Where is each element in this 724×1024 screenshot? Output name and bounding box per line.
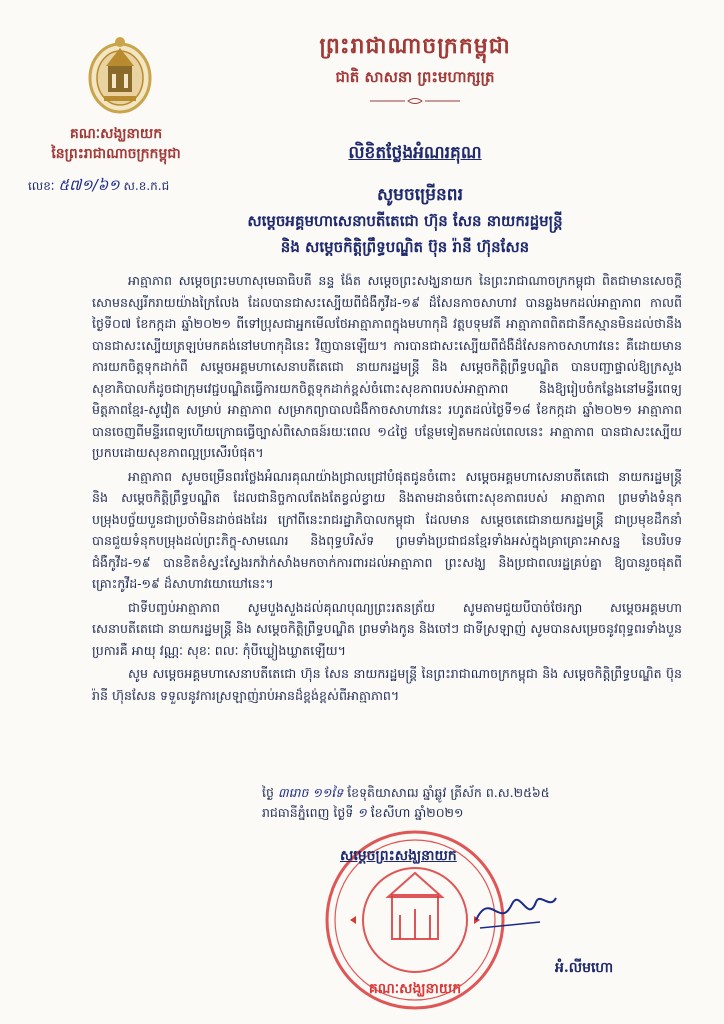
kingdom-heading: ព្រះរាជាណាចក្រកម្ពុជា [319, 33, 511, 59]
emblem-logo-icon [86, 34, 154, 116]
date-handwritten: ៣រោច ១១ទៃ [277, 785, 344, 800]
addressee-line-1: សម្តេចអគ្គមហាសេនាបតីតេជោ ហ៊ុន សែន នាយករដ្ឋមន្ត្រី [247, 212, 563, 230]
ref-suffix: ស.ខ.ក.ជ [123, 179, 170, 193]
solar-date-line [262, 803, 682, 823]
body-paragraph: ជាទីបញ្ចប់អាត្មាភាព សូមបួងសួងដល់គុណបុណ្យព្រះរតនត្រ័យ សូមតាមជួយបីបាច់ថែរក្សា សម្តេចអគ្គមហាសេនាបតីតេជោ នាយករដ្ឋមន្ត្រី និង សម្តេចកិត្តិព្រឹទ្ធបណ្ឌិត ព្រមទាំងកូន និងចៅៗ ជាទីស្រឡាញ់ សូមបានសម្រេចនូវពុទ្ធពរទាំងបួនប្រការគឺ អាយុ វណ្ណៈ សុខៈ ពលៈ កុំបីឃ្លៀងឃ្លាតឡើយ។ [92, 599, 682, 658]
letter-body [92, 270, 682, 708]
salutation: សូមចម្រើនពរ [377, 185, 463, 205]
signer-title: សម្តេចព្រះសង្ឃនាយក [340, 848, 457, 864]
national-motto: ជាតិ សាសនា ព្រះមហាក្សត្រ [335, 68, 495, 86]
lunar-date-line [262, 783, 682, 803]
reference-number [28, 176, 169, 198]
org-line-2: នៃព្រះរាជាណាចក្រកម្ពុជា [51, 146, 181, 162]
ref-prefix: លេខៈ [28, 179, 55, 193]
letter-title: លិខិតថ្លែងអំណរគុណ [348, 143, 482, 163]
seal-text: គណៈសង្ឃនាយក [368, 981, 462, 997]
handwritten-signature-icon [470, 880, 560, 940]
body-paragraph: អាត្មាភាព សម្តេចព្រះមហាសុមេធាធិបតី នន្ទ ង៉ែត សម្តេចព្រះសង្ឃនាយក នៃព្រះរាជាណាចក្រកម្ពុជា ពិតជាមានសេចក្តីសោមនស្សរីករាយយ៉ាងក្រៃលែង ដែលបានជាសះស្បើយពីជំងឺកូវីដ-១៩ ដ៏សែនកាចសាហាវ បានឆ្លងមកដល់អាត្មាភាព កាលពីថ្ងៃទី០៧ ខែកក្កដា ឆ្នាំ២០២១ ពីទៅប្រុសជាអ្នកមើលថែអាត្មាភាពក្នុងមហាកុដិ វត្តបទុមវតី អាត្មាភាពពិតជានឹកស្មានមិនដល់ថានឹងបានជាសះស្បើយត្រឡប់មកគង់នៅមហាកុដិនេះ វិញបានឡើយ។ ការបានជាសះស្បើយពីជំងឺដ៏សែនកាចសាហាវនេះ គឺដោយមានការយកចិត្តទុកដាក់ពី សម្តេចអគ្គមហាសេនាបតីតេជោ នាយករដ្ឋមន្ត្រី និង សម្តេចកិត្តិព្រឹទ្ធបណ្ឌិត បានបញ្ជាផ្ទាល់ឱ្យក្រសួងសុខាភិបាលក៏ដូចជាក្រុមវេជ្ជបណ្ឌិតធ្វើការយកចិត្តទុកដាក់ខ្ពស់ចំពោះសុខភាពរបស់អាត្មាភាព និងឱ្យរៀបចំកន្លែងនៅមន្ទីរពេទ្យមិត្តភាពខ្មែរ-សូវៀត សម្រាប់ អាត្មាភាព សម្រាកព្យាបាលជំងឺកាចសាហាវនេះ រហូតដល់ថ្ងៃទី១៨ ខែកក្កដា ឆ្នាំ២០២១ អាត្មាភាពបានចេញពីមន្ទីរពេទ្យហើយក្រោធធ្វើច្បាស់ពិសោធន៍រយៈពេល ១៤ថ្ងៃ បន្ថែមទៀតមកដល់ពេលនេះ អាត្មាភាព បានជាសះស្បើយប្រកបដោយសុខភាពល្អប្រសើរបំផុត។ [92, 273, 682, 460]
body-paragraph: អាត្មាភាព សូមចម្រើនពរថ្លែងអំណរគុណយ៉ាងជ្រាលជ្រៅបំផុតជូនចំពោះ សម្តេចអគ្គមហាសេនាបតីតេជោ នាយករដ្ឋមន្ត្រី និង សម្តេចកិត្តិព្រឹទ្ធបណ្ឌិត ដែលជានិច្ចកាលតែងតែខ្វល់ខ្វាយ និងតាមដានចំពោះសុខភាពរបស់ អាត្មាភាព ព្រមទាំងទំនុកបម្រុងបច្ច័យបួនជាប្រចាំមិនដាច់ផងដែរ ក្រៅពីនេះរាជរដ្ឋាភិបាលកម្ពុជា ដែលមាន សម្តេចតេជោនាយករដ្ឋមន្ត្រី ជាប្រមុខដឹកនាំ បានជួយទំនុកបម្រុងដល់ព្រះភិក្ខុ-សាមណេរ និងពុទ្ធបរិស័ទ ព្រមទាំងប្រជាជនខ្មែរទាំងអស់ក្នុងគ្រាគ្រោះអាសន្ន នៃបរិបទជំងឺកូវីដ-១៩ បានខិតខំស្វះស្វែងរកវ៉ាក់សាំងមកចាក់ការពារដល់អាត្មាភាព ព្រះសង្ឃ និងប្រជាពលរដ្ឋគ្រប់គ្នា ឱ្យបានរួចផុតពីគ្រោះកូវីដ-១៩ ដ៏សាហាវយោឃៅនេះ។ [92, 468, 682, 591]
addressee-line-2: និង សម្តេចកិត្តិព្រឹទ្ធបណ្ឌិត ប៊ុន រ៉ានី ហ៊ុនសែន [280, 238, 530, 256]
org-line-1: គណៈសង្ឃនាយក [69, 126, 163, 142]
lunar-date: ខែទុតិយាសាឍ ឆ្នាំឆ្លូវ ត្រីស័ក ព.ស.២៥៦៥ [347, 785, 550, 800]
organization-name [28, 124, 204, 164]
city-date: រាជធានីភ្នំពេញ ថ្ងៃទី [262, 805, 354, 820]
date-handwritten-day: ១ [357, 805, 367, 820]
ornament-divider-icon [370, 96, 460, 106]
signer-name: អំ.លីមហោ [555, 960, 614, 976]
date-block [262, 783, 682, 823]
date-prefix: ថ្ងៃ [262, 785, 274, 800]
body-paragraph: សូម សម្តេចអគ្គមហាសេនាបតីតេជោ ហ៊ុន សែន នាយករដ្ឋមន្ត្រី នៃព្រះរាជាណាចក្រកម្ពុជា និង សម្តេចកិត្តិព្រឹទ្ធបណ្ឌិត ប៊ុន រ៉ានី ហ៊ុនសែន ទទួលនូវការស្រឡាញ់រាប់អានដ៏ខ្ពង់ខ្ពស់ពីអាត្មាភាព។ [92, 666, 682, 703]
ref-handwritten: ៥៧១/៦១ [58, 176, 120, 194]
solar-date: ខែសីហា ឆ្នាំ២០២១ [370, 805, 464, 820]
